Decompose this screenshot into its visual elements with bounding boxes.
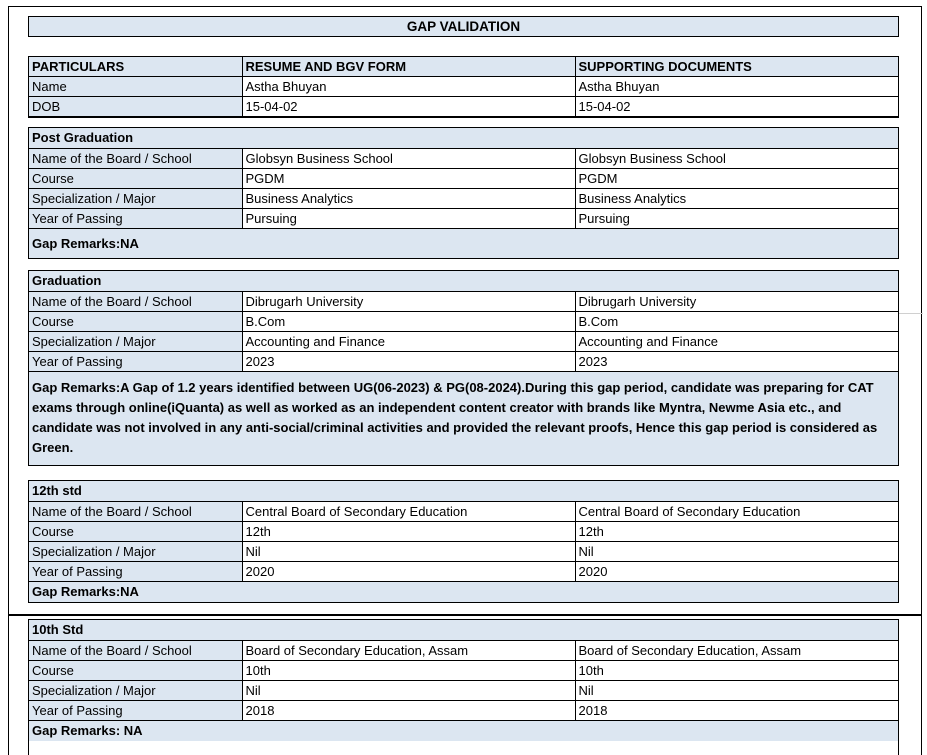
resume-value: Central Board of Secondary Education: [242, 502, 575, 522]
gap-remarks: Gap Remarks:NA: [29, 582, 898, 602]
post-graduation-section: [28, 127, 899, 259]
table-row: [29, 542, 898, 562]
resume-value: 15-04-02: [242, 97, 575, 117]
table-row: [29, 332, 898, 352]
row-label: Specialization / Major: [29, 332, 242, 352]
resume-value: PGDM: [242, 169, 575, 189]
table-row: [29, 292, 898, 312]
docs-value: Globsyn Business School: [575, 149, 898, 169]
docs-value: 2020: [575, 562, 898, 582]
docs-value: B.Com: [575, 312, 898, 332]
resume-value: Nil: [242, 542, 575, 562]
table-row: [29, 149, 898, 169]
table-row: [29, 661, 898, 681]
row-label: Specialization / Major: [29, 681, 242, 701]
section-heading: Graduation: [29, 271, 898, 292]
resume-value: Pursuing: [242, 209, 575, 229]
resume-value: Business Analytics: [242, 189, 575, 209]
table-row: [29, 77, 898, 97]
page-divider: [8, 614, 922, 616]
frame-right: [921, 6, 922, 755]
resume-value: 2020: [242, 562, 575, 582]
gap-remarks: Gap Remarks: NA: [29, 721, 898, 741]
table-row: [29, 352, 898, 372]
docs-value: Accounting and Finance: [575, 332, 898, 352]
frame-top: [8, 6, 922, 7]
row-label: Year of Passing: [29, 701, 242, 721]
resume-value: 10th: [242, 661, 575, 681]
twelfth-std-section: [28, 480, 899, 603]
row-label: DOB: [29, 97, 242, 117]
table-row: [29, 189, 898, 209]
table-row: [29, 209, 898, 229]
docs-value: Astha Bhuyan: [575, 77, 898, 97]
resume-value: 12th: [242, 522, 575, 542]
row-label: Year of Passing: [29, 562, 242, 582]
docs-value: Business Analytics: [575, 189, 898, 209]
section-heading: 12th std: [29, 481, 898, 502]
resume-value: Nil: [242, 681, 575, 701]
row-label: Name of the Board / School: [29, 292, 242, 312]
resume-value: Accounting and Finance: [242, 332, 575, 352]
header-resume: RESUME AND BGV FORM: [242, 57, 575, 77]
docs-value: PGDM: [575, 169, 898, 189]
row-label: Year of Passing: [29, 352, 242, 372]
row-label: Name of the Board / School: [29, 149, 242, 169]
docs-value: 2023: [575, 352, 898, 372]
table-row: [29, 312, 898, 332]
header-particulars: PARTICULARS: [29, 57, 242, 77]
table-row: [29, 97, 898, 117]
docs-value: Nil: [575, 542, 898, 562]
row-label: Course: [29, 522, 242, 542]
resume-value: Board of Secondary Education, Assam: [242, 641, 575, 661]
row-label: Specialization / Major: [29, 189, 242, 209]
docs-value: 2018: [575, 701, 898, 721]
docs-value: Board of Secondary Education, Assam: [575, 641, 898, 661]
resume-value: Astha Bhuyan: [242, 77, 575, 97]
resume-value: Globsyn Business School: [242, 149, 575, 169]
table-row: [29, 502, 898, 522]
row-label: Course: [29, 312, 242, 332]
section-heading: 10th Std: [29, 620, 898, 641]
row-label: Course: [29, 169, 242, 189]
table-row: [29, 562, 898, 582]
header-row: [29, 57, 898, 77]
table-row: [29, 169, 898, 189]
docs-value: 10th: [575, 661, 898, 681]
gap-remarks: Gap Remarks:A Gap of 1.2 years identified between UG(06-2023) & PG(08-2024).During this gap period, candidate was preparing for CAT exams through online(iQuanta) as well as worked as an independent content creator with brands like Myntra, Newme Asia etc., and candidate was not involved in any anti-social/criminal activities and provided the relevant proofs, Hence this gap period is considered as Green.: [29, 372, 898, 465]
row-label: Name: [29, 77, 242, 97]
row-label: Course: [29, 661, 242, 681]
tenth-std-section: [28, 619, 899, 755]
section-heading: Post Graduation: [29, 128, 898, 149]
row-label: Name of the Board / School: [29, 502, 242, 522]
docs-value: 15-04-02: [575, 97, 898, 117]
resume-value: B.Com: [242, 312, 575, 332]
frame-left: [8, 6, 9, 755]
docs-value: Central Board of Secondary Education: [575, 502, 898, 522]
resume-value: Dibrugarh University: [242, 292, 575, 312]
table-row: [29, 681, 898, 701]
docs-value: Dibrugarh University: [575, 292, 898, 312]
resume-value: 2023: [242, 352, 575, 372]
docs-value: 12th: [575, 522, 898, 542]
table-row: [29, 701, 898, 721]
table-row: [29, 641, 898, 661]
row-label: Name of the Board / School: [29, 641, 242, 661]
graduation-section: [28, 270, 899, 466]
gridline-ug: [899, 313, 923, 314]
table-row: [29, 522, 898, 542]
row-label: Specialization / Major: [29, 542, 242, 562]
page-title: GAP VALIDATION: [28, 16, 899, 37]
docs-value: Nil: [575, 681, 898, 701]
resume-value: 2018: [242, 701, 575, 721]
docs-value: Pursuing: [575, 209, 898, 229]
gap-remarks: Gap Remarks:NA: [29, 229, 898, 258]
row-label: Year of Passing: [29, 209, 242, 229]
personal-section: [28, 56, 899, 118]
header-supporting-docs: SUPPORTING DOCUMENTS: [575, 57, 898, 77]
